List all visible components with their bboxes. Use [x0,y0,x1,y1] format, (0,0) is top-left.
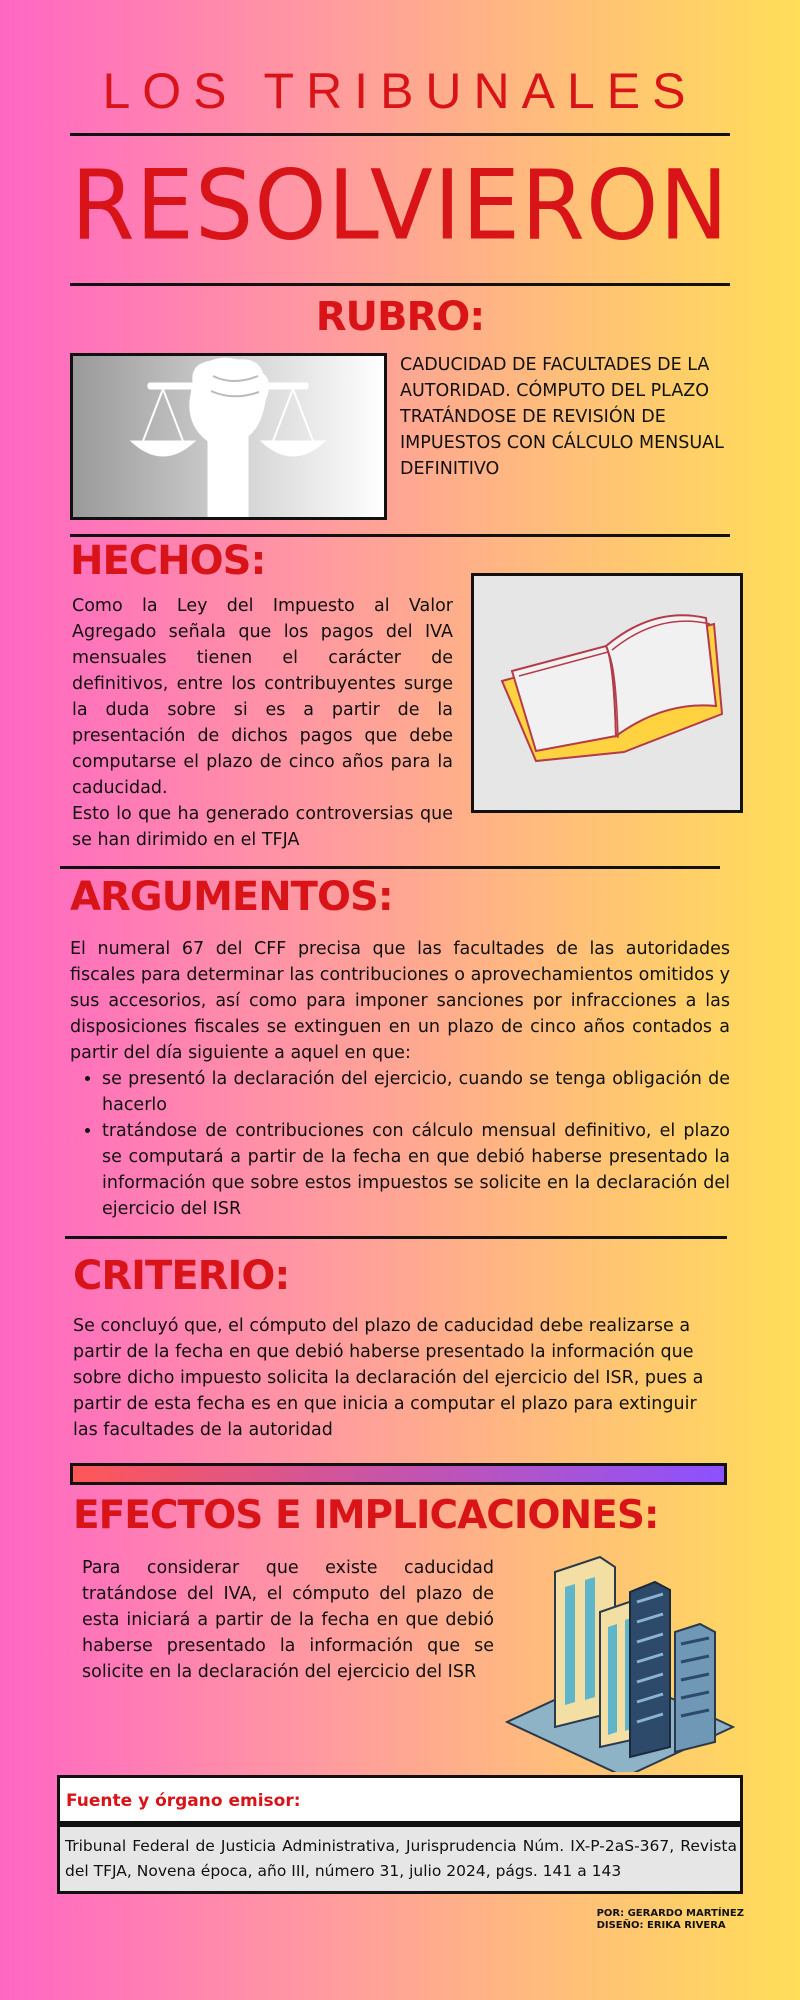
divider [65,1236,727,1239]
credits [597,1908,744,1932]
efectos-image [505,1552,735,1772]
list-item: • se presentó la declaración del ejercicio, cuando se tenga obligación de hacerlo [102,1066,730,1118]
fuente-label: Fuente y órgano emisor: [66,1791,301,1811]
rubro-heading: RUBRO: [315,294,485,340]
hechos-text [72,593,453,853]
divider [70,534,730,537]
rubro-image [70,353,387,520]
criterio-text: Se concluyó que, el cómputo del plazo de caducidad debe realizarse a partir de la fecha en que debió haberse presentado la información que sobre dicho impuesto solicita la declaración del ejercicio del ISR, pues a partir de esta fecha es en que inicia a computar el plazo para extinguir las facultades de la autoridad [73,1316,704,1440]
argumentos-intro: El numeral 67 del CFF precisa que las facultades de las autoridades fiscales para determinar las contribuciones o aprovechamientos omitidos y sus accesorios, así como para imponer sanciones por infracciones a las disposiciones fiscales se extinguen en un plazo de cinco años contados a partir del día siguiente a aquel en que: [70,939,730,1063]
gradient-bar [70,1463,727,1485]
criterio-heading: CRITERIO: [73,1253,290,1299]
hechos-image [471,573,743,813]
efectos-heading: EFECTOS E IMPLICACIONES: [73,1493,659,1538]
fuente-label-box [57,1775,743,1824]
justice-fist-scales-icon [73,356,384,517]
hechos-paragraph-1: Como la Ley del Impuesto al Valor Agregado señala que los pagos del IVA mensuales tienen el carácter de definitivos, entre los contribuyentes surge la duda sobre si es a partir de la presentación de dichos pagos que debe computarse el plazo de cinco años para la caducidad. [72,596,453,798]
credits-design: DISEÑO: ERIKA RIVERA [596,1920,726,1931]
fuente-text: Tribunal Federal de Justicia Administrativa, Jurisprudencia Núm. IX-P-2aS-367, Revista del TFJA, Novena época, año III, número 31, julio 2024, págs. 141 a 143 [65,1837,737,1880]
argumentos-list [70,1066,730,1222]
hechos-paragraph-2: Esto lo que ha generado controversias que se han dirimido en el TFJA [72,804,453,850]
divider [70,283,730,286]
divider [70,133,730,136]
argumentos-heading: ARGUMENTOS: [70,874,393,920]
header-title-top: LOS TRIBUNALES [102,63,698,119]
open-book-icon [474,576,740,810]
efectos-text: Para considerar que existe caducidad tratándose del IVA, el cómputo del plazo de esta iniciará a partir de la fecha en que debió haberse presentado la información que se solicite en la declaración del ejercicio del ISR [82,1558,494,1682]
rubro-text: CADUCIDAD DE FACULTADES DE LA AUTORIDAD. CÓMPUTO DEL PLAZO TRATÁNDOSE DE REVISIÓN DE IMPUESTOS CON CÁLCULO MENSUAL DEFINITIVO [400,355,724,479]
list-item: • tratándose de contribuciones con cálculo mensual definitivo, el plazo se computará a partir de la fecha en que debió haberse presentado la información que sobre estos impuestos se solicite en la declaración del ejercicio del ISR [102,1118,730,1222]
header-title-main: RESOLVIERON [70,149,730,262]
fuente-text-box [57,1824,743,1894]
argumentos-text [70,936,730,1222]
buildings-icon [505,1552,735,1772]
hechos-heading: HECHOS: [70,538,266,584]
credits-author: POR: GERARDO MARTÍNEZ [596,1908,744,1919]
divider [60,866,720,869]
